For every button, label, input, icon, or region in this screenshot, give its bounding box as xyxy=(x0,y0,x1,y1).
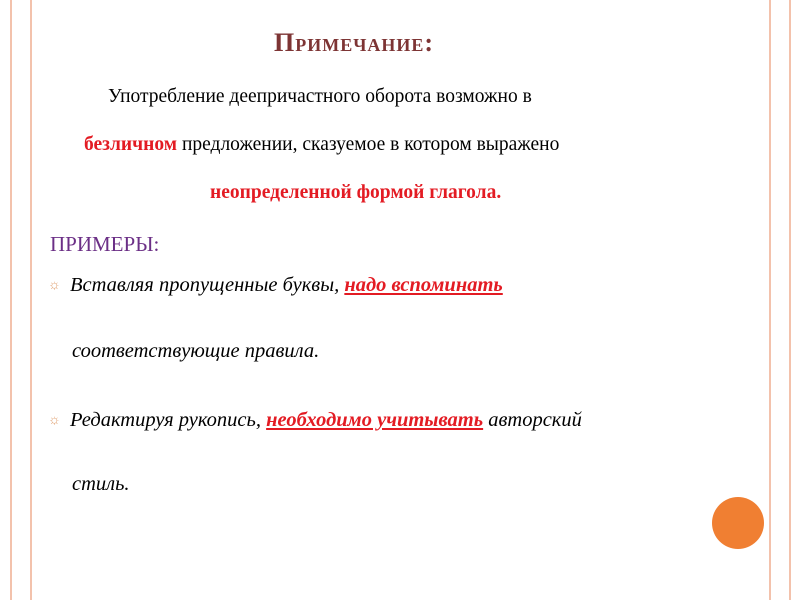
orange-circle-decoration xyxy=(712,497,764,549)
note-highlight-infinitive: неопределенной формой глагола. xyxy=(210,182,502,203)
example-1-text: Вставляя пропущенные буквы, xyxy=(70,274,345,296)
example-2-highlight: необходимо учитывать xyxy=(266,409,484,431)
note-highlight-impersonal: безличном xyxy=(84,134,178,155)
right-border-decoration xyxy=(769,0,791,600)
note-line-3 xyxy=(210,182,501,204)
example-1-line-2: соответствующие правила. xyxy=(72,340,320,362)
example-2-text-after: авторский xyxy=(483,409,582,431)
example-1-line-1 xyxy=(70,274,503,297)
examples-heading: ПРИМЕРЫ: xyxy=(50,232,160,256)
note-text: Употребление деепричастного оборота возможно в xyxy=(108,86,532,107)
note-text: предложении, сказуемое в котором выражено xyxy=(177,134,560,155)
left-border-decoration xyxy=(10,0,32,600)
sun-bullet-icon: ☼ xyxy=(48,278,61,293)
example-2-line-1 xyxy=(70,409,582,432)
example-1-highlight: надо вспоминать xyxy=(344,274,503,296)
note-line-1 xyxy=(108,86,532,108)
slide-title: Примечание: xyxy=(274,28,435,57)
example-2-line-2: стиль. xyxy=(72,473,130,495)
note-line-2 xyxy=(84,134,559,156)
sun-bullet-icon: ☼ xyxy=(48,413,61,428)
example-2-text: Редактируя рукопись, xyxy=(70,409,267,431)
